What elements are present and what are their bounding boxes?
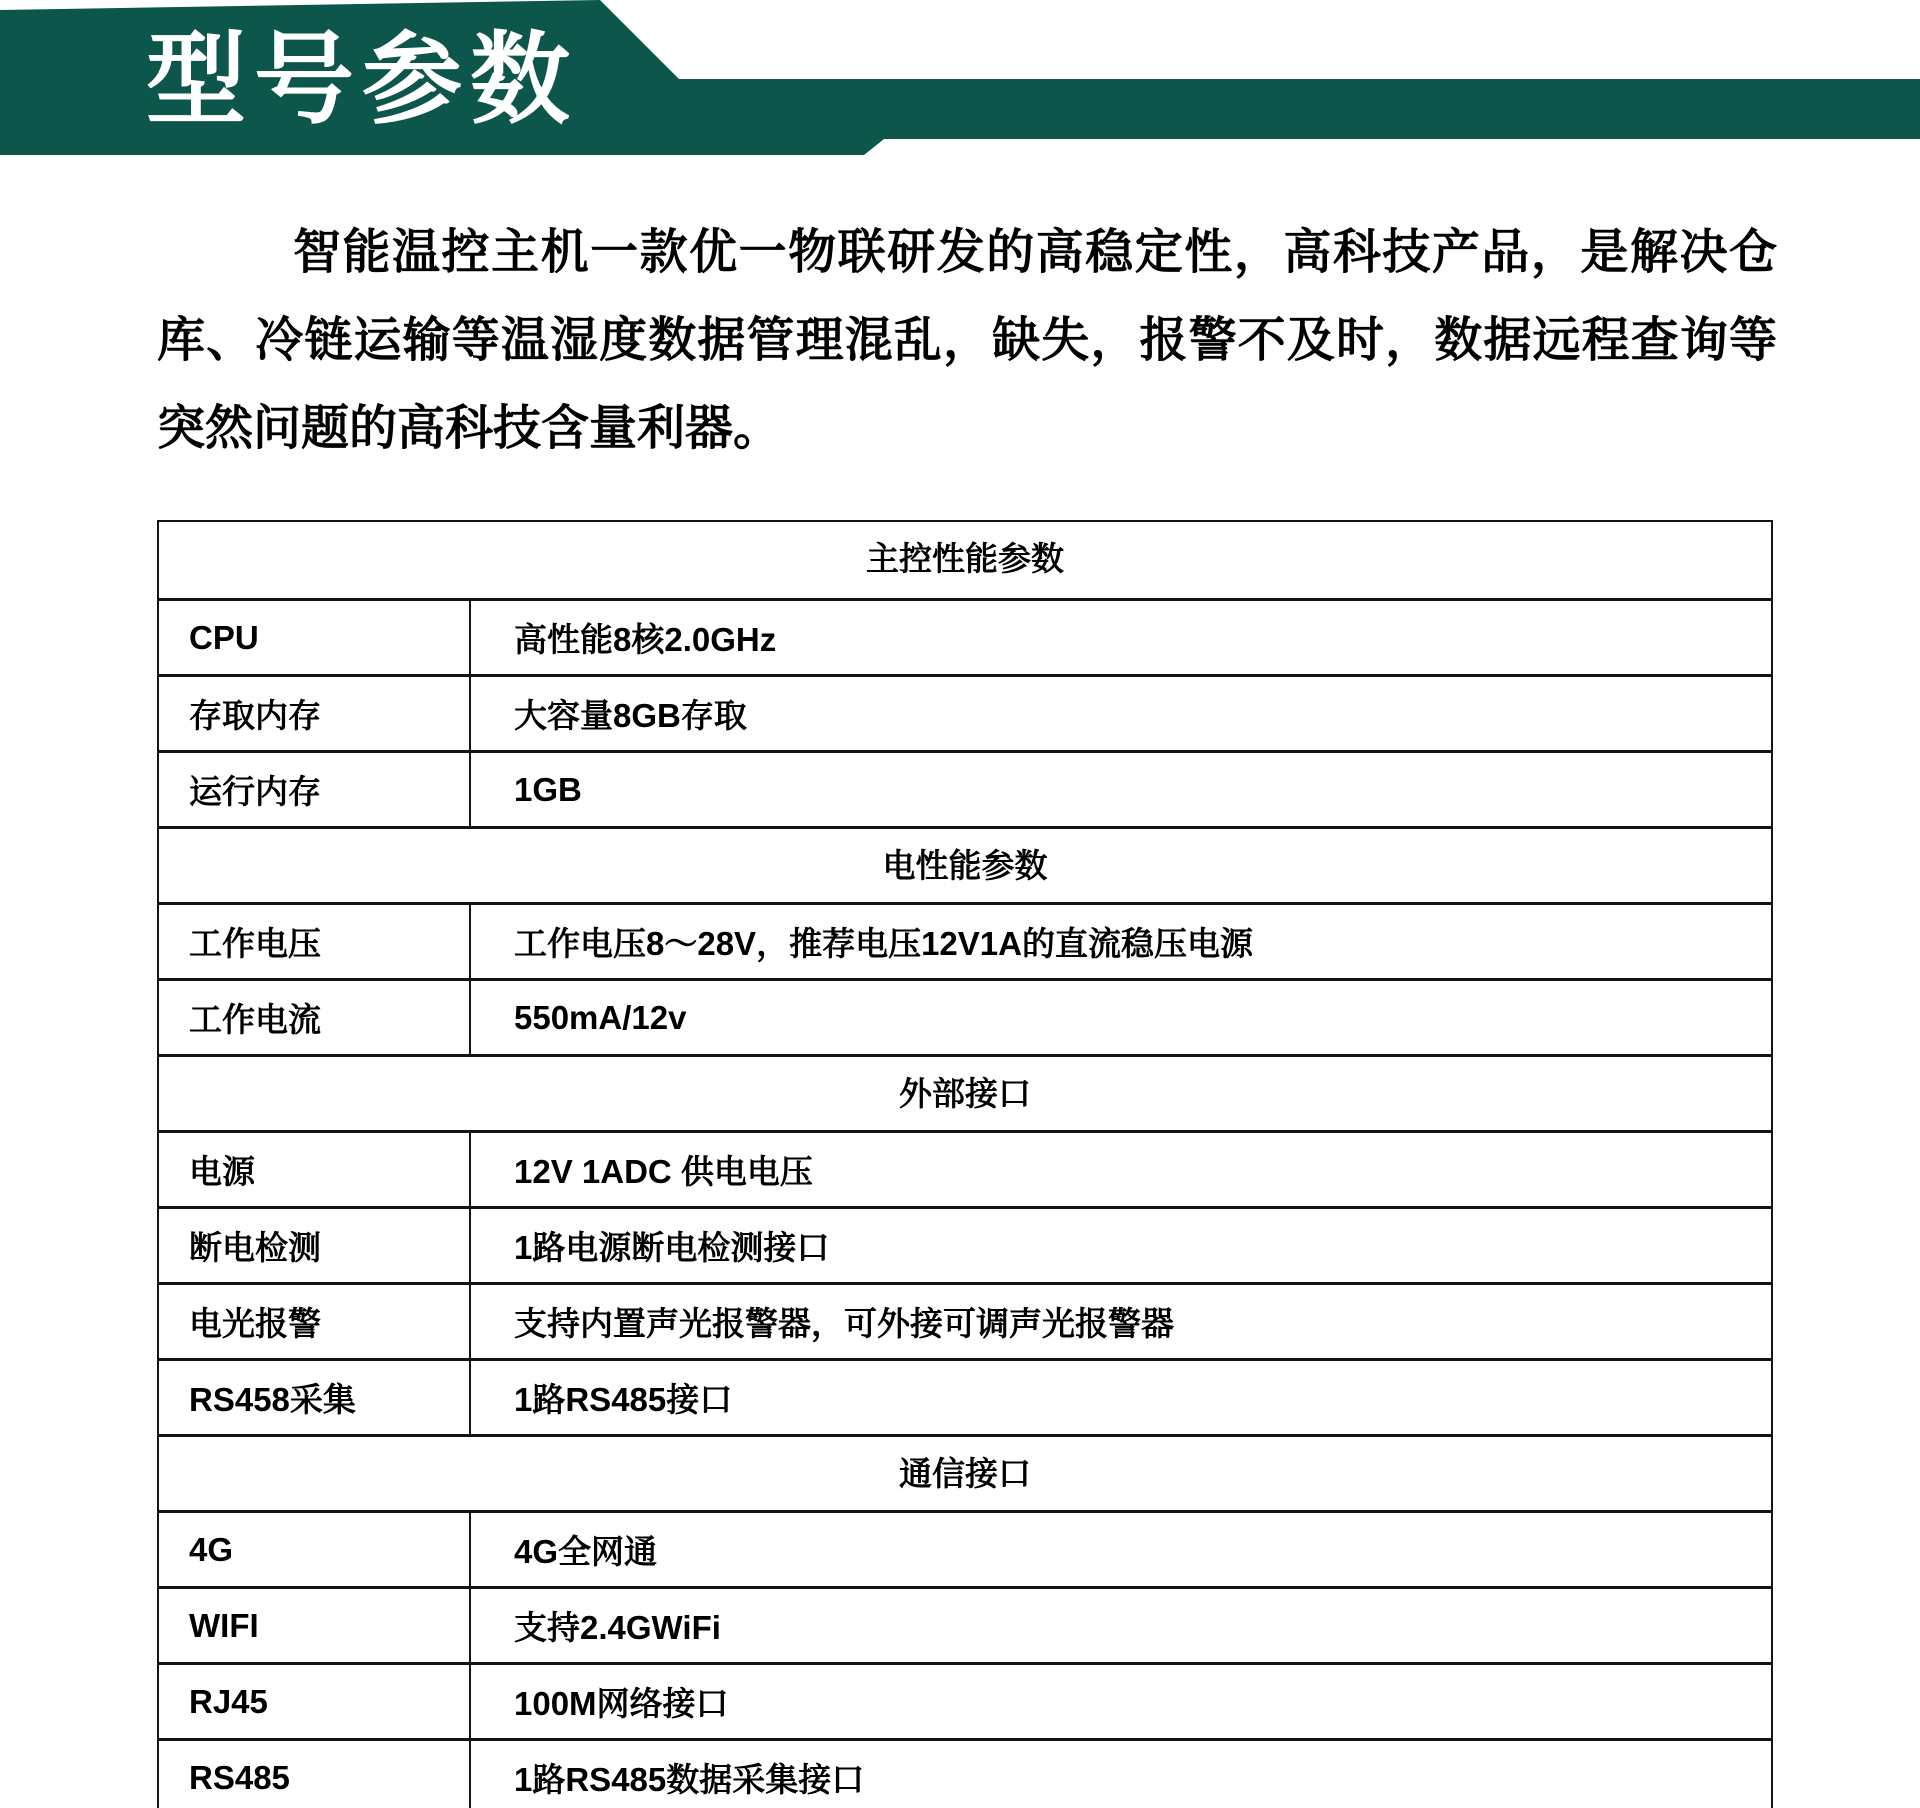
spec-label: RS485 [189, 1758, 290, 1796]
spec-value: 100M网络接口 [469, 1665, 1771, 1738]
spec-row [159, 674, 1771, 750]
title-banner [0, 0, 1920, 156]
section-header-row: 外部接口 [159, 1054, 1771, 1130]
spec-row [159, 1662, 1771, 1738]
spec-row [159, 1206, 1771, 1282]
spec-value: 1路RS485数据采集接口 [469, 1741, 1771, 1808]
spec-label: 电源 [189, 1153, 255, 1190]
spec-label: 工作电流 [189, 1001, 321, 1038]
spec-row [159, 1130, 1771, 1206]
spec-value: 550mA/12v [469, 981, 1771, 1054]
spec-label: 4G [189, 1530, 234, 1568]
spec-value: 1GB [469, 753, 1771, 826]
section-header-row: 通信接口 [159, 1434, 1771, 1510]
spec-value: 支持2.4GWiFi [469, 1589, 1771, 1662]
section-header-row: 电性能参数 [159, 826, 1771, 902]
spec-label: RJ45 [189, 1682, 268, 1720]
spec-value: 1路电源断电检测接口 [469, 1209, 1771, 1282]
spec-label: 工作电压 [189, 925, 321, 962]
spec-row [159, 902, 1771, 978]
spec-label: 电光报警 [189, 1305, 321, 1342]
intro-paragraph: 智能温控主机一款优一物联研发的高稳定性，高科技产品，是解决仓库、冷链运输等温湿度数据管理混乱，缺失，报警不及时，数据远程查询等突然问题的高科技含量利器。 [157, 226, 1777, 455]
spec-value: 工作电压8～28V，推荐电压12V1A的直流稳压电源 [469, 905, 1771, 978]
spec-row [159, 1282, 1771, 1358]
spec-label: WIFI [189, 1606, 259, 1644]
spec-label: 存取内存 [189, 697, 321, 734]
spec-row [159, 1358, 1771, 1434]
spec-label: 运行内存 [189, 773, 321, 810]
spec-row [159, 750, 1771, 826]
spec-table [157, 520, 1773, 1808]
spec-row [159, 978, 1771, 1054]
spec-row [159, 1510, 1771, 1586]
page-title: 型号参数 [146, 24, 578, 136]
spec-row [159, 598, 1771, 674]
spec-value: 大容量8GB存取 [469, 677, 1771, 750]
spec-value: 4G全网通 [469, 1513, 1771, 1586]
spec-row [159, 1738, 1771, 1808]
spec-label: 断电检测 [189, 1229, 321, 1266]
spec-value: 高性能8核2.0GHz [469, 601, 1771, 674]
spec-label: RS458采集 [189, 1381, 356, 1418]
spec-value: 12V 1ADC 供电电压 [469, 1133, 1771, 1206]
spec-row [159, 1586, 1771, 1662]
section-header-row: 主控性能参数 [866, 540, 1064, 577]
spec-label: CPU [189, 618, 259, 656]
spec-value: 支持内置声光报警器，可外接可调声光报警器 [469, 1285, 1771, 1358]
spec-value: 1路RS485接口 [469, 1361, 1771, 1434]
